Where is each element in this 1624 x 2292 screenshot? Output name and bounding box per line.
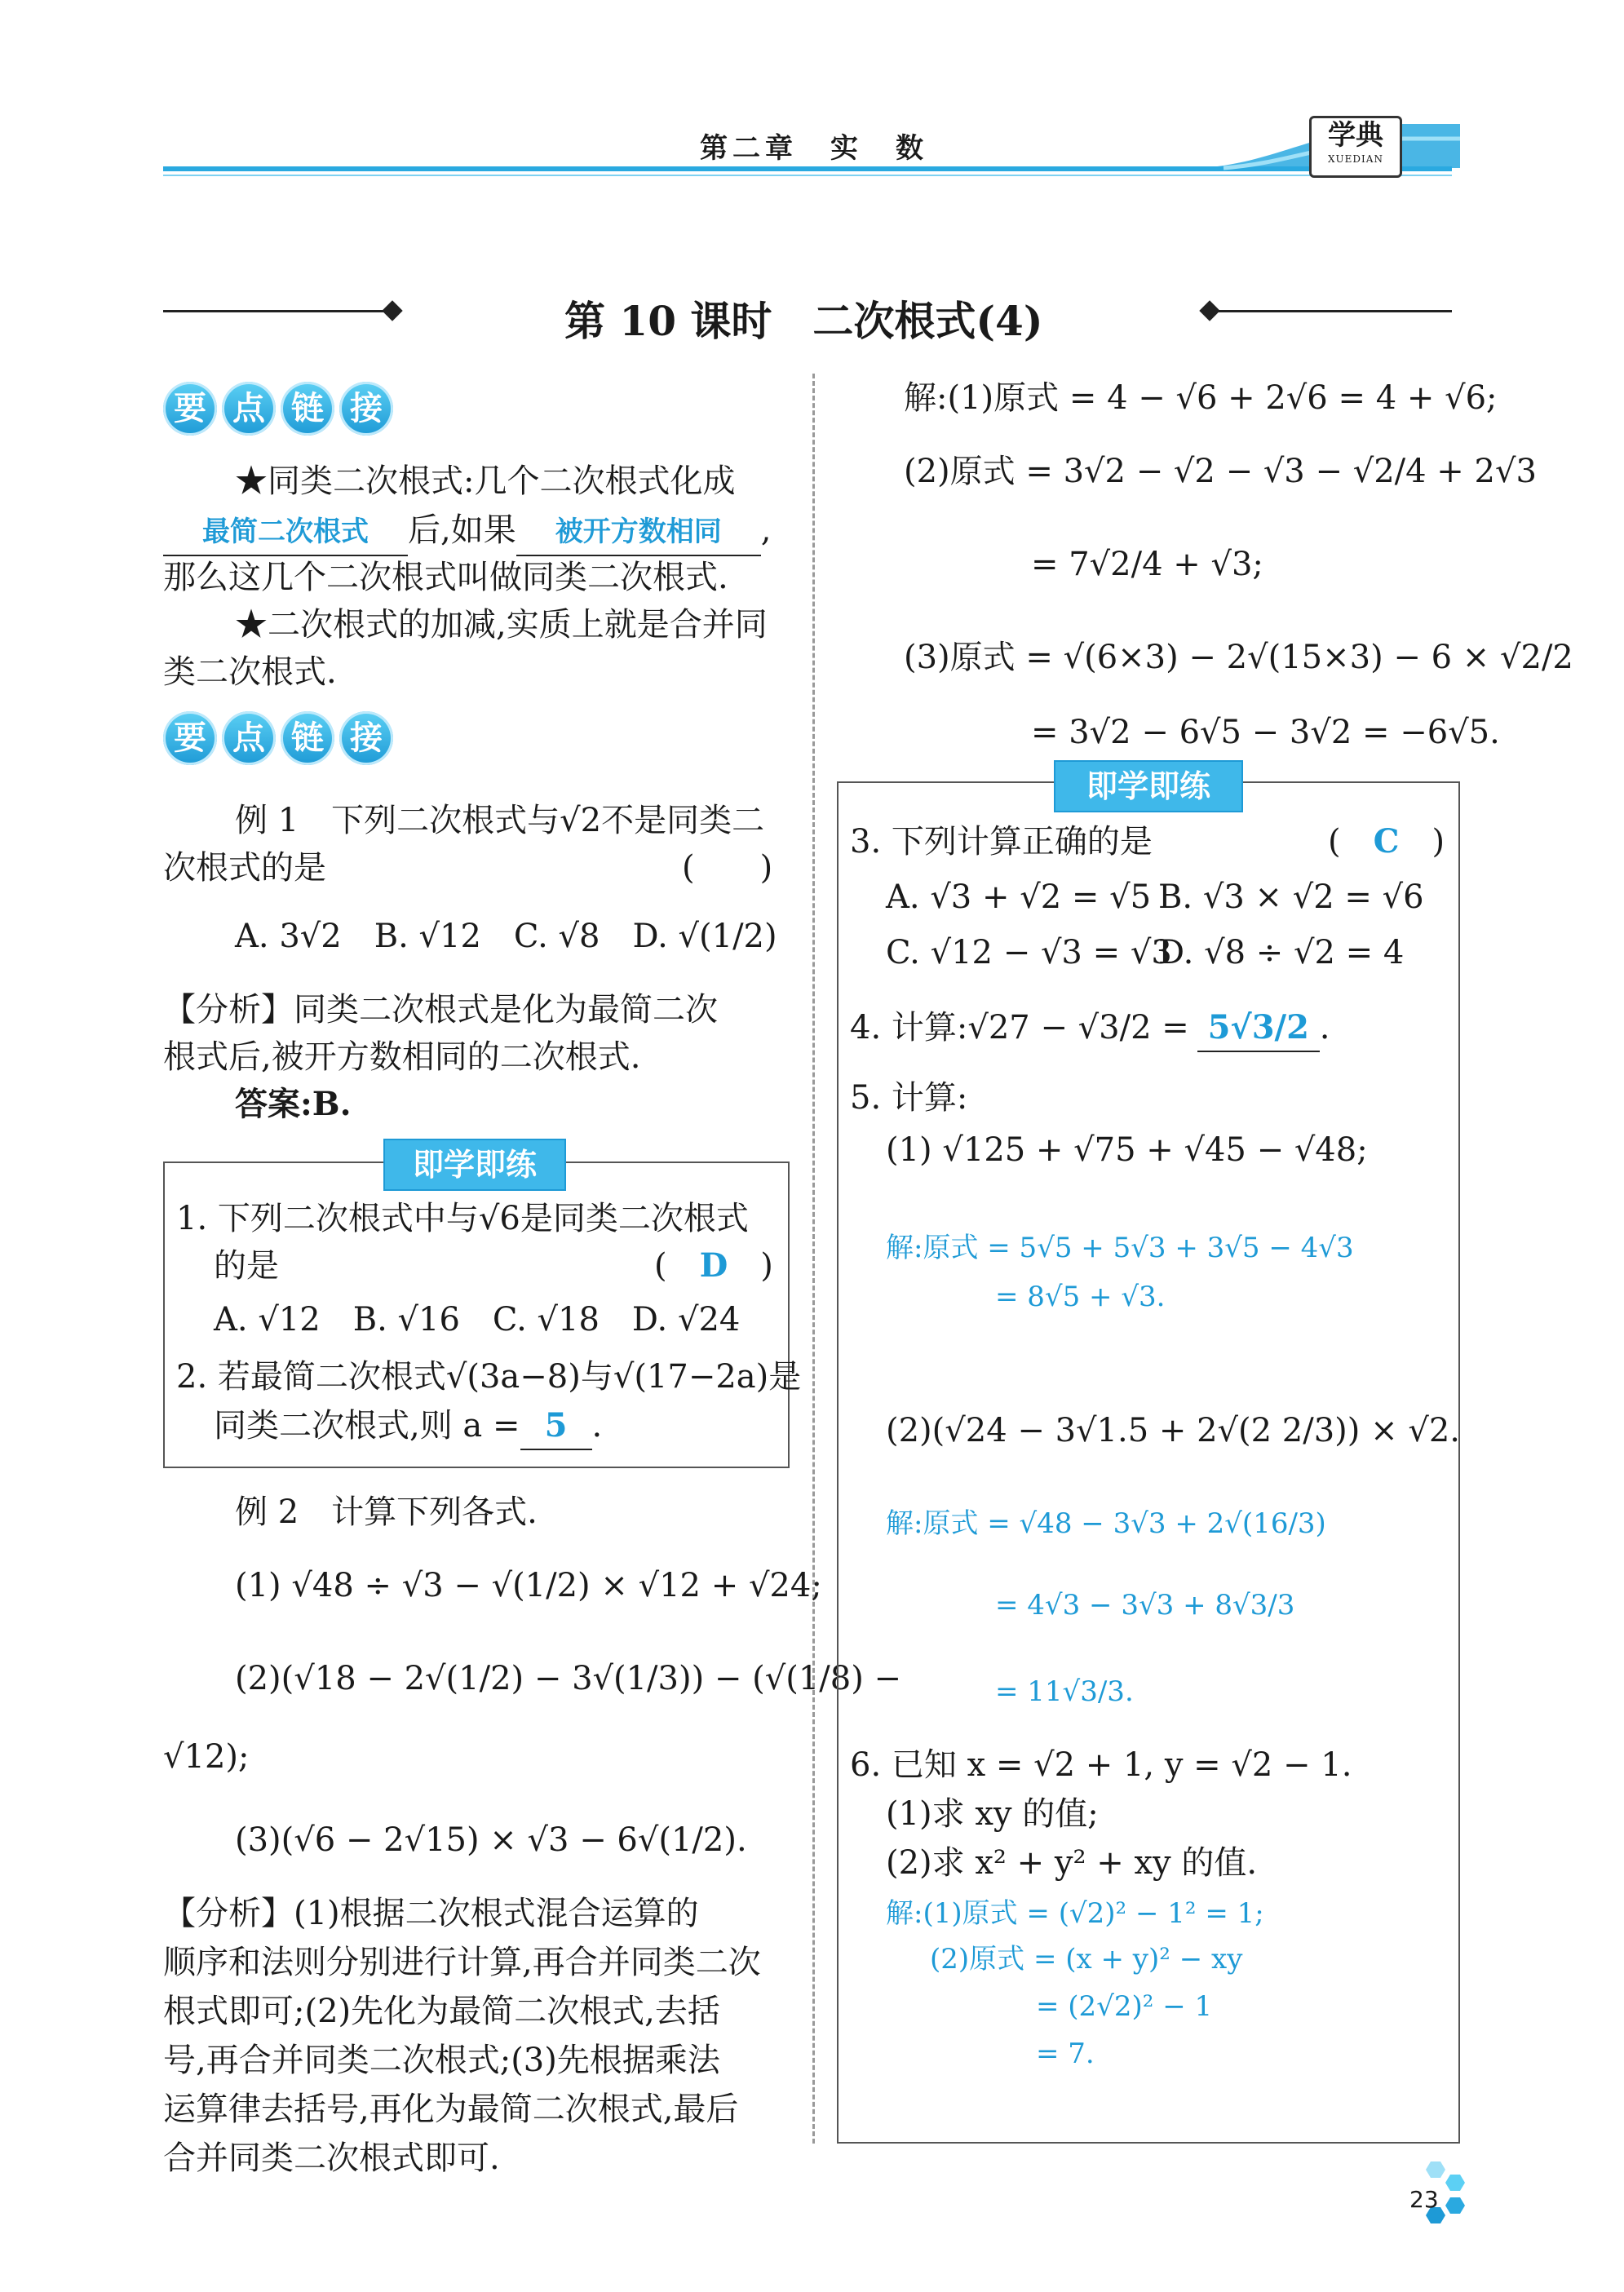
ex2-q2: (2)(√18 − 2√(1/2) − 3√(1/3)) − (√(1/8) − [235, 1660, 902, 1697]
p1-answer: D [699, 1246, 728, 1285]
p3-option-d: D. √8 ÷ √2 = 4 [1158, 934, 1405, 971]
brand-en: XUEDIAN [1328, 153, 1383, 165]
p3-answer-paren: ( C ) [1328, 822, 1445, 861]
p6-sol2a: (2)原式 = (x + y)² − xy [930, 1943, 1243, 1976]
badge-char: 点 [222, 382, 276, 436]
ex2-analysis-5: 运算律去括号,再化为最简二次根式,最后 [163, 2091, 739, 2128]
ex2-analysis-6: 合并同类二次根式即可. [163, 2139, 500, 2177]
p1-answer-paren: ( D ) [654, 1246, 773, 1285]
section-badge-1 [163, 382, 398, 436]
p2-line1: 2. 若最简二次根式√(3a−8)与√(17−2a)是 [176, 1358, 802, 1396]
page-number: 23 [1409, 2186, 1439, 2213]
kp-line2 [163, 507, 771, 556]
p4-answer: 5√3/2 [1197, 1005, 1320, 1052]
column-divider [812, 374, 815, 2144]
p1-stem: 的是 [214, 1247, 279, 1285]
p4-stem: 4. 计算:√27 − √3/2 = [850, 1009, 1189, 1046]
brand-logo [1309, 116, 1402, 178]
p2-answer: 5 [520, 1403, 592, 1450]
practice-tag-1: 即学即练 [383, 1139, 566, 1191]
sol-3b: = 3√2 − 6√5 − 3√2 = −6√5. [1031, 714, 1500, 751]
ex2-analysis-2: 顺序和法则分别进行计算,再合并同类二次 [163, 1944, 761, 1981]
ex1-paren: ( ) [682, 849, 773, 887]
p2-stem: 同类二次根式,则 a = [214, 1407, 520, 1445]
badge-char: 要 [163, 711, 217, 765]
p3-line1 [850, 819, 1445, 865]
p5-sol2c: = 11√3/3. [995, 1675, 1134, 1708]
kp-line4: ★二次根式的加减,实质上就是合并同 [235, 606, 768, 644]
ex1-line1: 例 1 下列二次根式与√2不是同类二 [235, 802, 765, 839]
p3-answer: C [1373, 822, 1400, 861]
p6-sol2c: = 7. [1036, 2038, 1095, 2070]
p2-line2 [214, 1403, 602, 1450]
p6-q1: (1)求 xy 的值; [886, 1795, 1099, 1833]
kp-line5: 类二次根式. [163, 653, 337, 691]
p5-sol2a: 解:原式 = √48 − 3√3 + 2√(16/3) [886, 1507, 1326, 1540]
p3-option-a: A. √3 + √2 = √5 [886, 878, 1152, 916]
fill-blank-1: 最简二次根式 [163, 509, 408, 556]
p3-option-c: C. √12 − √3 = √3 [886, 934, 1172, 971]
ex1-line2: 次根式的是 [163, 849, 326, 887]
kp-line3: 那么这几个二次根式叫做同类二次根式. [163, 559, 728, 596]
p6-head: 6. 已知 x = √2 + 1, y = √2 − 1. [850, 1746, 1352, 1784]
p6-sol1: 解:(1)原式 = (√2)² − 1² = 1; [886, 1897, 1264, 1930]
p1-line1: 1. 下列二次根式中与√6是同类二次根式 [176, 1200, 749, 1237]
page-title: 第 10 课时 二次根式(4) [564, 297, 1043, 345]
ex2-analysis-3: 根式即可;(2)先化为最简二次根式,去括 [163, 1993, 720, 2030]
ex2-analysis-4: 号,再合并同类二次根式;(3)先根据乘法 [163, 2042, 720, 2079]
ex2-q1: (1) √48 ÷ √3 − √(1/2) × √12 + √24; [235, 1567, 822, 1604]
badge-char: 要 [163, 382, 217, 436]
badge-char: 接 [339, 711, 393, 765]
ex1-analysis-2: 根式后,被开方数相同的二次根式. [163, 1038, 641, 1076]
title-diamond-left [382, 300, 402, 321]
p3-stem: 3. 下列计算正确的是 [850, 823, 1153, 861]
p5-sol1a: 解:原式 = 5√5 + 5√3 + 3√5 − 4√3 [886, 1232, 1354, 1264]
kp-comma: , [760, 511, 772, 549]
p5-sol1b: = 8√5 + √3. [995, 1281, 1166, 1313]
badge-char: 点 [222, 711, 276, 765]
chapter-header: 第二章 实 数 [700, 132, 928, 165]
ex1-options: A. 3√2 B. √12 C. √8 D. √(1/2) [235, 918, 777, 955]
ex2-head: 例 2 计算下列各式. [235, 1493, 538, 1531]
p3-option-b: B. √3 × √2 = √6 [1158, 878, 1424, 916]
p6-q2: (2)求 x² + y² + xy 的值. [886, 1844, 1258, 1882]
title-rule-right [1210, 310, 1452, 312]
p5-q2: (2)(√24 − 3√1.5 + 2√(2 2/3)) × √2. [886, 1412, 1460, 1449]
kp-line1: ★同类二次根式:几个二次根式化成 [235, 462, 736, 500]
fill-blank-2: 被开方数相同 [516, 509, 761, 556]
ex1-answer: 答案:B. [235, 1085, 352, 1123]
badge-char: 链 [281, 382, 334, 436]
sol-2a: (2)原式 = 3√2 − √2 − √3 − √2/4 + 2√3 [904, 453, 1537, 490]
title-rule-left [163, 310, 392, 312]
ex2-q3: (3)(√6 − 2√15) × √3 − 6√(1/2). [235, 1821, 747, 1859]
p6-sol2b: = (2√2)² − 1 [1036, 1990, 1213, 2023]
badge-char: 接 [339, 382, 393, 436]
p5-sol2b: = 4√3 − 3√3 + 8√3/3 [995, 1589, 1295, 1622]
brand-text: 学典 [1328, 119, 1383, 152]
ex1-analysis-1: 【分析】同类二次根式是化为最简二次 [163, 991, 718, 1029]
badge-char: 链 [281, 711, 334, 765]
sol-3a: (3)原式 = √(6×3) − 2√(15×3) − 6 × √2/2 [904, 639, 1573, 676]
ex2-analysis-1: 【分析】(1)根据二次根式混合运算的 [163, 1895, 699, 1932]
sol-2b: = 7√2/4 + √3; [1031, 546, 1263, 583]
kp-mid: 后,如果 [408, 511, 516, 549]
practice-tag-2: 即学即练 [1054, 760, 1243, 812]
p5-head: 5. 计算: [850, 1079, 968, 1117]
section-badge-2 [163, 711, 398, 765]
p4-end: . [1319, 1009, 1330, 1046]
p1-line2 [214, 1243, 773, 1289]
p4-line [850, 1005, 1330, 1052]
ex2-q2b: √12); [163, 1738, 250, 1776]
p5-q1: (1) √125 + √75 + √45 − √48; [886, 1131, 1368, 1169]
p2-end: . [591, 1407, 603, 1445]
sol-1: 解:(1)原式 = 4 − √6 + 2√6 = 4 + √6; [904, 379, 1498, 417]
p1-options: A. √12 B. √16 C. √18 D. √24 [214, 1301, 741, 1338]
